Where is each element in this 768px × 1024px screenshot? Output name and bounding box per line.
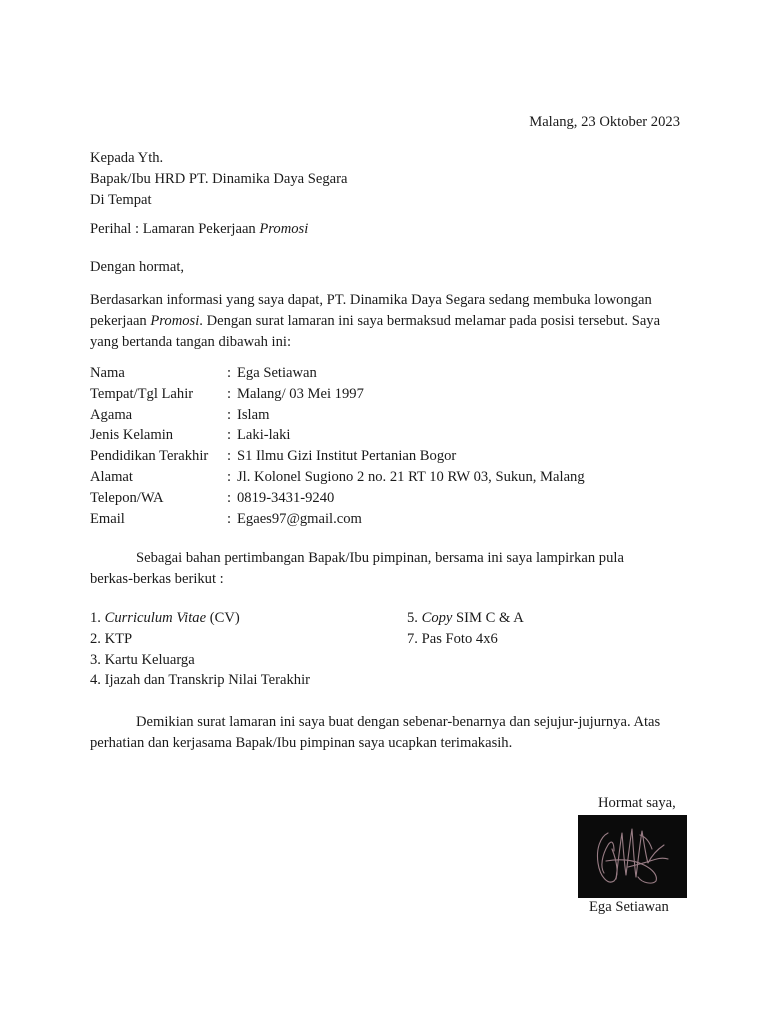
attachment-number: 2. <box>90 630 105 647</box>
signature-name: Ega Setiawan <box>589 899 669 915</box>
identity-row <box>90 384 585 405</box>
attachment-item <box>90 650 310 671</box>
identity-label: Alamat <box>90 468 133 485</box>
identity-colon: : <box>227 406 232 423</box>
attachment-text: SIM C & A <box>452 610 524 626</box>
attachments-intro <box>90 548 650 590</box>
closing-paragraph <box>90 712 690 754</box>
intro-text-before: Berdasarkan informasi yang saya dapat, PT. Dinamika Daya Segara sedang membuka lowongan pekerjaan <box>90 292 652 329</box>
salutation: Dengan hormat, <box>90 259 185 275</box>
attachment-number: 1. <box>90 610 105 626</box>
intro-position: Promosi <box>150 312 200 329</box>
intro-paragraph <box>90 290 685 352</box>
closing-text: Demikian surat lamaran ini saya buat dengan sebenar-benarnya dan sejujur-jujurnya. Atas perhatian dan kerjasama Bapak/Ibu pimpinan saya ucapkan terimakasih. <box>90 714 661 751</box>
identity-colon: : <box>227 510 232 527</box>
identity-colon: : <box>227 427 232 444</box>
attachment-item <box>407 608 524 629</box>
identity-row <box>90 467 585 488</box>
recipient-line: Kepada Yth. <box>90 150 164 166</box>
identity-value: Jl. Kolonel Sugiono 2 no. 21 RT 10 RW 03, Sukun, Malang <box>237 468 585 485</box>
attachments-list-left <box>90 608 310 691</box>
subject-line <box>90 219 308 240</box>
identity-value: Laki-laki <box>237 427 291 444</box>
identity-colon: : <box>227 385 232 402</box>
identity-colon: : <box>227 468 232 485</box>
identity-label: Email <box>90 510 125 527</box>
identity-table <box>90 363 585 529</box>
identity-row <box>90 446 585 467</box>
identity-label: Tempat/Tgl Lahir <box>90 385 194 402</box>
identity-row <box>90 405 585 426</box>
signature-image <box>578 815 687 898</box>
identity-value: 0819-3431-9240 <box>237 489 335 506</box>
subject-position: Promosi <box>259 221 309 237</box>
attachment-text: Ijazah dan Transkrip Nilai Terakhir <box>104 672 310 689</box>
identity-row <box>90 509 585 530</box>
attachments-list-right <box>407 608 524 650</box>
attachment-italic: Curriculum Vitae <box>104 610 207 626</box>
recipient-line: Di Tempat <box>90 191 152 208</box>
identity-label: Nama <box>90 365 125 381</box>
attachment-text: Kartu Keluarga <box>104 651 195 668</box>
identity-value: S1 Ilmu Gizi Institut Pertanian Bogor <box>237 448 457 465</box>
attachment-item <box>90 629 310 650</box>
handwritten-signature-icon <box>578 815 687 898</box>
identity-value: Egaes97@gmail.com <box>237 510 362 527</box>
attachment-text: KTP <box>104 630 133 647</box>
attachment-number: 5. <box>407 610 422 626</box>
identity-label: Jenis Kelamin <box>90 427 174 444</box>
signoff: Hormat saya, <box>598 795 676 811</box>
attachment-italic: Copy <box>421 610 453 626</box>
attachment-number: 4. <box>90 672 105 689</box>
identity-row <box>90 488 585 509</box>
attachments-intro-text: Sebagai bahan pertimbangan Bapak/Ibu pimpinan, bersama ini saya lampirkan pula berkas-berkas berikut : <box>90 550 624 587</box>
attachment-text: (CV) <box>206 610 240 626</box>
identity-value: Islam <box>237 406 270 423</box>
attachment-number: 3. <box>90 651 105 668</box>
attachment-item <box>90 608 310 629</box>
intro-text-after: . Dengan surat lamaran ini saya bermaksud melamar pada posisi tersebut. Saya yang bertanda tangan dibawah ini: <box>90 312 661 350</box>
letter-date: Malang, 23 Oktober 2023 <box>529 114 680 130</box>
recipient-block <box>90 148 348 210</box>
identity-row <box>90 425 585 446</box>
identity-colon: : <box>227 448 232 465</box>
identity-label: Agama <box>90 406 133 423</box>
recipient-line: Bapak/Ibu HRD PT. Dinamika Daya Segara <box>90 170 348 187</box>
identity-value: Ega Setiawan <box>237 365 317 381</box>
identity-value: Malang/ 03 Mei 1997 <box>237 385 364 402</box>
attachment-item <box>90 670 310 691</box>
identity-colon: : <box>227 489 232 506</box>
attachment-number: 7. <box>407 630 422 647</box>
identity-label: Pendidikan Terakhir <box>90 448 209 465</box>
attachment-item <box>407 629 524 650</box>
identity-label: Telepon/WA <box>90 489 164 506</box>
subject-prefix: Perihal : Lamaran Pekerjaan <box>90 221 260 237</box>
identity-row <box>90 363 585 384</box>
identity-colon: : <box>227 365 232 381</box>
attachment-text: Pas Foto 4x6 <box>421 630 498 647</box>
